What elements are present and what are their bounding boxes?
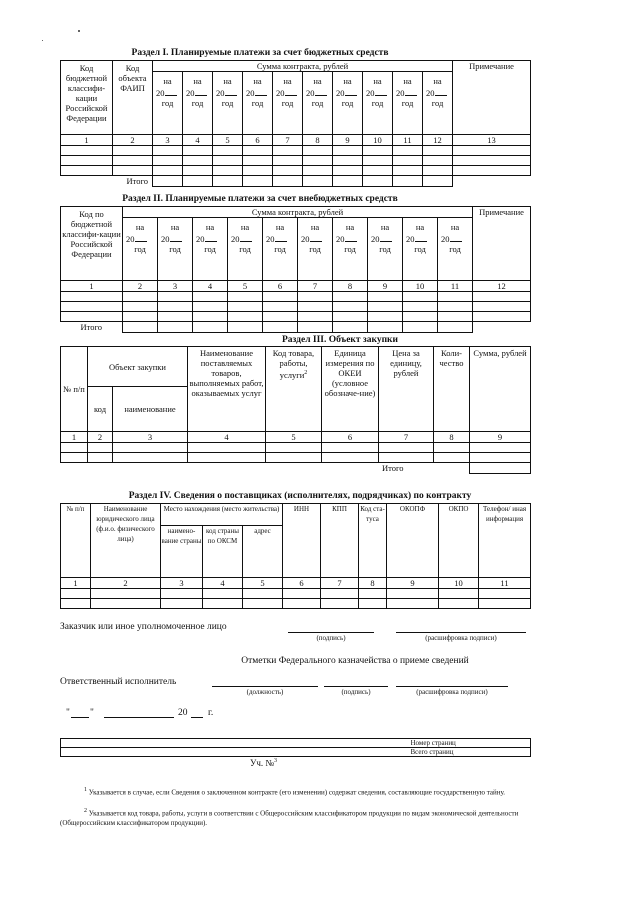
s4-empty-cell[interactable] bbox=[203, 589, 243, 599]
s4-col-num: № п/п bbox=[61, 504, 91, 578]
s1-empty-cell[interactable] bbox=[213, 166, 243, 176]
s3-empty-cell[interactable] bbox=[88, 453, 113, 463]
s1-empty-cell[interactable] bbox=[363, 166, 393, 176]
s4-empty-cell[interactable] bbox=[321, 589, 359, 599]
s2-empty-cell[interactable] bbox=[263, 302, 298, 312]
s3-col-number: 8 bbox=[434, 432, 470, 443]
s2-col-number: 1 bbox=[61, 281, 123, 292]
pages-total-label: Всего страниц bbox=[411, 748, 481, 757]
s3-empty-cell[interactable] bbox=[61, 453, 88, 463]
date-month-blank bbox=[104, 717, 174, 718]
s2-empty-cell[interactable] bbox=[193, 312, 228, 322]
s1-empty-cell[interactable] bbox=[213, 156, 243, 166]
section3-table bbox=[60, 346, 531, 474]
s2-col-number: 6 bbox=[263, 281, 298, 292]
s3-empty-cell[interactable] bbox=[61, 443, 88, 453]
s2-col-number: 5 bbox=[228, 281, 263, 292]
s4-col-number: 7 bbox=[321, 578, 359, 589]
s2-empty-cell[interactable] bbox=[438, 292, 473, 302]
s3-empty-cell[interactable] bbox=[88, 443, 113, 453]
s1-empty-cell[interactable] bbox=[183, 146, 213, 156]
executor-position-line bbox=[212, 686, 318, 687]
s2-empty-cell[interactable] bbox=[158, 302, 193, 312]
s2-empty-cell[interactable] bbox=[158, 312, 193, 322]
s2-empty-cell[interactable] bbox=[438, 302, 473, 312]
s1-empty-cell[interactable] bbox=[423, 156, 453, 166]
s4-empty-cell[interactable] bbox=[387, 599, 439, 609]
s4-col-name: Наименование юридического лица (ф.и.о. физического лица) bbox=[91, 504, 161, 578]
executor-position-caption: (должность) bbox=[246, 688, 284, 696]
s1-empty-cell[interactable] bbox=[423, 166, 453, 176]
section4-title: Раздел IV. Сведения о поставщиках (исполнителях, подрядчиках) по контракту bbox=[128, 491, 472, 501]
s1-year-cell: на 20 год bbox=[243, 72, 273, 135]
s1-empty-cell[interactable] bbox=[153, 156, 183, 166]
s4-empty-cell[interactable] bbox=[359, 589, 387, 599]
s2-empty-cell[interactable] bbox=[61, 312, 123, 322]
s2-empty-cell[interactable] bbox=[228, 302, 263, 312]
s4-col-number: 5 bbox=[243, 578, 283, 589]
s1-col-number: 7 bbox=[273, 135, 303, 146]
s2-empty-cell[interactable] bbox=[158, 292, 193, 302]
s2-year-cell: на 20 год bbox=[438, 218, 473, 281]
s1-year-cell: на 20 год bbox=[153, 72, 183, 135]
s1-col-number: 5 bbox=[213, 135, 243, 146]
s2-empty-cell[interactable] bbox=[123, 312, 158, 322]
s4-empty-row bbox=[61, 599, 531, 609]
s1-col-number: 13 bbox=[453, 135, 531, 146]
s2-col-number: 9 bbox=[368, 281, 403, 292]
treasury-title: Отметки Федерального казначейства о приеме сведений bbox=[241, 656, 469, 666]
s1-year-cell: на 20 год bbox=[303, 72, 333, 135]
s2-empty-cell[interactable] bbox=[333, 302, 368, 312]
customer-decode-caption: (расшифровка подписи) bbox=[425, 634, 497, 642]
s2-total-label: Итого bbox=[80, 322, 102, 332]
customer-sign-line bbox=[288, 632, 374, 633]
s1-empty-cell[interactable] bbox=[273, 146, 303, 156]
s1-empty-cell[interactable] bbox=[363, 156, 393, 166]
scan-speck bbox=[78, 30, 80, 32]
s2-year-cell: на 20 год bbox=[333, 218, 368, 281]
s3-col-number: 3 bbox=[113, 432, 188, 443]
s3-empty-cell[interactable] bbox=[188, 453, 266, 463]
s2-col-note: Примечание bbox=[473, 207, 531, 281]
s1-col-faip: Код объекта ФАИП bbox=[113, 61, 153, 135]
s1-empty-cell[interactable] bbox=[113, 146, 153, 156]
s1-empty-cell[interactable] bbox=[113, 156, 153, 166]
date-line: " " 20 г. bbox=[66, 708, 214, 718]
s4-col-phone: Телефон/ иная информация bbox=[479, 504, 531, 578]
executor-decode-line bbox=[396, 686, 508, 687]
s1-empty-cell[interactable] bbox=[273, 156, 303, 166]
s4-col-okpo: ОКПО bbox=[439, 504, 479, 578]
s3-col-price: Цена за единицу, рублей bbox=[379, 347, 434, 432]
s1-empty-cell[interactable] bbox=[113, 166, 153, 176]
section2-title: Раздел II. Планируемые платежи за счет внебюджетных средств bbox=[122, 194, 398, 204]
s3-empty-cell[interactable] bbox=[113, 453, 188, 463]
s3-empty-cell[interactable] bbox=[379, 443, 434, 453]
s4-empty-cell[interactable] bbox=[161, 599, 203, 609]
executor-decode-caption: (расшифровка подписи) bbox=[416, 688, 488, 696]
s2-empty-cell[interactable] bbox=[123, 292, 158, 302]
date-day-blank bbox=[71, 717, 89, 718]
s2-empty-cell[interactable] bbox=[473, 292, 531, 302]
s3-col-number: 6 bbox=[322, 432, 379, 443]
s1-empty-cell[interactable] bbox=[453, 156, 531, 166]
s4-empty-row bbox=[61, 589, 531, 599]
s2-empty-cell[interactable] bbox=[228, 292, 263, 302]
s4-col-number: 4 bbox=[203, 578, 243, 589]
s3-empty-cell[interactable] bbox=[434, 443, 470, 453]
s4-col-number: 1 bbox=[61, 578, 91, 589]
s3-col-number: 5 bbox=[266, 432, 322, 443]
s3-col-sum: Сумма, рублей bbox=[470, 347, 531, 432]
s2-empty-cell[interactable] bbox=[403, 292, 438, 302]
s2-empty-cell[interactable] bbox=[228, 312, 263, 322]
s3-total-label: Итого bbox=[381, 463, 404, 473]
s4-empty-cell[interactable] bbox=[161, 589, 203, 599]
s1-empty-row bbox=[61, 156, 531, 166]
s3-col-number: 9 bbox=[470, 432, 531, 443]
s4-col-status: Код ста-туса bbox=[359, 504, 387, 578]
section1-title: Раздел I. Планируемые платежи за счет бюджетных средств bbox=[131, 48, 389, 58]
s1-col-number: 2 bbox=[113, 135, 153, 146]
s1-empty-cell[interactable] bbox=[303, 156, 333, 166]
section2-table bbox=[60, 206, 531, 333]
s2-empty-cell[interactable] bbox=[473, 302, 531, 312]
s1-empty-cell[interactable] bbox=[61, 166, 113, 176]
s4-empty-cell[interactable] bbox=[203, 599, 243, 609]
s1-empty-cell[interactable] bbox=[453, 166, 531, 176]
s2-empty-cell[interactable] bbox=[298, 292, 333, 302]
s3-col-code: код bbox=[88, 387, 113, 432]
scan-speck bbox=[42, 40, 43, 41]
s4-empty-cell[interactable] bbox=[479, 589, 531, 599]
s1-col-number: 9 bbox=[333, 135, 363, 146]
s4-col-okopf: ОКОПФ bbox=[387, 504, 439, 578]
s1-year-cell: на 20 год bbox=[213, 72, 243, 135]
s3-col-name: наименование bbox=[113, 387, 188, 432]
s1-empty-cell[interactable] bbox=[303, 166, 333, 176]
s4-col-inn: ИНН bbox=[283, 504, 321, 578]
s4-col-number: 2 bbox=[91, 578, 161, 589]
s3-col-qty: Коли-чество bbox=[434, 347, 470, 432]
s3-col-number: 1 bbox=[61, 432, 88, 443]
s3-empty-cell[interactable] bbox=[266, 443, 322, 453]
s2-col-number: 10 bbox=[403, 281, 438, 292]
executor-label: Ответственный исполнитель bbox=[60, 677, 177, 687]
s2-year-cell: на 20 год bbox=[123, 218, 158, 281]
s2-empty-cell[interactable] bbox=[193, 302, 228, 312]
s1-empty-cell[interactable] bbox=[453, 146, 531, 156]
s1-empty-cell[interactable] bbox=[153, 146, 183, 156]
s1-empty-cell[interactable] bbox=[61, 146, 113, 156]
s2-year-cell: на 20 год bbox=[298, 218, 333, 281]
s2-year-cell: на 20 год bbox=[263, 218, 298, 281]
s1-empty-cell[interactable] bbox=[393, 156, 423, 166]
s2-year-cell: на 20 год bbox=[158, 218, 193, 281]
s2-empty-cell[interactable] bbox=[298, 302, 333, 312]
s2-col-number: 7 bbox=[298, 281, 333, 292]
s1-empty-cell[interactable] bbox=[243, 146, 273, 156]
section1-table bbox=[60, 60, 531, 187]
s4-col-kpp: КПП bbox=[321, 504, 359, 578]
s1-empty-cell[interactable] bbox=[333, 166, 363, 176]
section4-table bbox=[60, 503, 531, 609]
s2-empty-cell[interactable] bbox=[438, 312, 473, 322]
s1-empty-cell[interactable] bbox=[333, 156, 363, 166]
s1-col-number: 8 bbox=[303, 135, 333, 146]
s1-col-number: 3 bbox=[153, 135, 183, 146]
s2-empty-cell[interactable] bbox=[123, 302, 158, 312]
s4-col-location: Место нахождения (место жительства) bbox=[161, 504, 283, 526]
s1-col-number: 6 bbox=[243, 135, 273, 146]
s4-col-number: 11 bbox=[479, 578, 531, 589]
s4-col-address: адрес bbox=[243, 526, 283, 578]
s3-col-num: № п/п bbox=[61, 347, 88, 432]
s1-col-number: 12 bbox=[423, 135, 453, 146]
s4-col-country-code: код страны по ОКСМ bbox=[203, 526, 243, 578]
s4-empty-cell[interactable] bbox=[283, 599, 321, 609]
s1-empty-cell[interactable] bbox=[303, 146, 333, 156]
s2-empty-cell[interactable] bbox=[368, 302, 403, 312]
s3-col-goods-code: Код товара, работы, услуги$^2$ bbox=[266, 347, 322, 432]
s1-col-number: 10 bbox=[363, 135, 393, 146]
s1-empty-row bbox=[61, 146, 531, 156]
s2-empty-cell[interactable] bbox=[403, 302, 438, 312]
s1-total-label: Итого bbox=[126, 176, 148, 186]
s2-empty-cell[interactable] bbox=[193, 292, 228, 302]
section3-title: Раздел III. Объект закупки bbox=[281, 335, 399, 345]
customer-decode-line bbox=[396, 632, 526, 633]
s1-year-cell: на 20 год bbox=[333, 72, 363, 135]
s4-col-number: 3 bbox=[161, 578, 203, 589]
s1-col-sum: Сумма контракта, рублей bbox=[153, 61, 453, 72]
s2-col-number: 11 bbox=[438, 281, 473, 292]
s1-empty-cell[interactable] bbox=[61, 156, 113, 166]
s3-empty-cell[interactable] bbox=[266, 453, 322, 463]
s3-empty-cell[interactable] bbox=[322, 443, 379, 453]
s2-col-sum: Сумма контракта, рублей bbox=[123, 207, 473, 218]
s2-col-kbk: Код по бюджетной классифи-кации Российской Федерации bbox=[61, 207, 123, 281]
account-number: Уч. №$^3$ bbox=[250, 758, 277, 768]
s1-empty-cell[interactable] bbox=[183, 166, 213, 176]
s4-empty-cell[interactable] bbox=[243, 599, 283, 609]
s4-empty-cell[interactable] bbox=[439, 599, 479, 609]
customer-label: Заказчик или иное уполномоченное лицо bbox=[60, 622, 227, 632]
s4-empty-cell[interactable] bbox=[61, 589, 91, 599]
s2-empty-row bbox=[61, 302, 531, 312]
s4-empty-cell[interactable] bbox=[321, 599, 359, 609]
s1-empty-cell[interactable] bbox=[153, 166, 183, 176]
s4-empty-cell[interactable] bbox=[243, 589, 283, 599]
s3-col-number: 4 bbox=[188, 432, 266, 443]
s3-col-unit: Единица измерения по ОКЕИ (условное обозначе-ние) bbox=[322, 347, 379, 432]
s2-empty-cell[interactable] bbox=[403, 312, 438, 322]
footnote-1: $^1$ Указывается в случае, если Сведения о заключенном контракте (его изменении) содержат сведения, составляющие государственную тайну. bbox=[84, 787, 505, 797]
s3-empty-cell[interactable] bbox=[470, 453, 531, 463]
s1-empty-cell[interactable] bbox=[183, 156, 213, 166]
s2-empty-cell[interactable] bbox=[61, 302, 123, 312]
s2-empty-cell[interactable] bbox=[368, 292, 403, 302]
customer-sign-caption: (подпись) bbox=[316, 634, 346, 642]
s2-year-cell: на 20 год bbox=[228, 218, 263, 281]
s1-empty-cell[interactable] bbox=[393, 146, 423, 156]
s2-empty-cell[interactable] bbox=[473, 312, 531, 322]
s3-col-object: Объект закупки bbox=[88, 347, 188, 387]
s2-empty-cell[interactable] bbox=[298, 312, 333, 322]
executor-sign-line bbox=[324, 686, 388, 687]
s2-col-number: 2 bbox=[123, 281, 158, 292]
s1-year-cell: на 20 год bbox=[393, 72, 423, 135]
s1-col-number: 4 bbox=[183, 135, 213, 146]
s4-col-number: 8 bbox=[359, 578, 387, 589]
s1-empty-cell[interactable] bbox=[243, 156, 273, 166]
page-number-label: Номер страниц bbox=[411, 739, 481, 748]
s2-year-cell: на 20 год bbox=[368, 218, 403, 281]
s2-col-number: 3 bbox=[158, 281, 193, 292]
s1-year-cell: на 20 год bbox=[183, 72, 213, 135]
s2-empty-row bbox=[61, 312, 531, 322]
s4-empty-cell[interactable] bbox=[91, 589, 161, 599]
s1-empty-cell[interactable] bbox=[333, 146, 363, 156]
s2-empty-cell[interactable] bbox=[333, 292, 368, 302]
s4-empty-cell[interactable] bbox=[387, 589, 439, 599]
s1-empty-cell[interactable] bbox=[423, 146, 453, 156]
s1-empty-cell[interactable] bbox=[243, 166, 273, 176]
s2-col-number: 8 bbox=[333, 281, 368, 292]
s1-empty-cell[interactable] bbox=[273, 166, 303, 176]
s1-empty-cell[interactable] bbox=[213, 146, 243, 156]
s1-empty-row bbox=[61, 166, 531, 176]
s3-empty-cell[interactable] bbox=[470, 443, 531, 453]
s4-empty-cell[interactable] bbox=[61, 599, 91, 609]
s2-empty-cell[interactable] bbox=[368, 312, 403, 322]
s2-year-cell: на 20 год bbox=[403, 218, 438, 281]
s4-col-number: 6 bbox=[283, 578, 321, 589]
s4-col-number: 9 bbox=[387, 578, 439, 589]
s1-year-cell: на 20 год bbox=[273, 72, 303, 135]
s3-col-number: 2 bbox=[88, 432, 113, 443]
s3-empty-row bbox=[61, 443, 531, 453]
s3-col-goods: Наименование поставляемых товаров, выполняемых работ, оказываемых услуг bbox=[188, 347, 266, 432]
page-counter-table bbox=[60, 738, 531, 757]
s4-empty-cell[interactable] bbox=[439, 589, 479, 599]
s1-year-cell: на 20 год bbox=[423, 72, 453, 135]
s2-empty-cell[interactable] bbox=[333, 312, 368, 322]
s1-col-number: 11 bbox=[393, 135, 423, 146]
s3-empty-cell[interactable] bbox=[379, 453, 434, 463]
s2-empty-cell[interactable] bbox=[263, 292, 298, 302]
s4-col-number: 10 bbox=[439, 578, 479, 589]
s3-empty-cell[interactable] bbox=[113, 443, 188, 453]
executor-sign-caption: (подпись) bbox=[341, 688, 371, 696]
s2-empty-cell[interactable] bbox=[263, 312, 298, 322]
s2-col-number: 12 bbox=[473, 281, 531, 292]
s3-empty-cell[interactable] bbox=[434, 453, 470, 463]
s2-empty-row bbox=[61, 292, 531, 302]
s1-col-number: 1 bbox=[61, 135, 113, 146]
date-year-blank bbox=[191, 717, 203, 718]
s2-col-number: 4 bbox=[193, 281, 228, 292]
s1-empty-cell[interactable] bbox=[363, 146, 393, 156]
s4-empty-cell[interactable] bbox=[359, 599, 387, 609]
s1-col-kbk: Код бюджетной классифи-кации Российской Федерации bbox=[61, 61, 113, 135]
s1-empty-cell[interactable] bbox=[393, 166, 423, 176]
s2-year-cell: на 20 год bbox=[193, 218, 228, 281]
footnote-2: $^2$ Указывается код товара, работы, услуги в соответствии с Общероссийским классификатором продукции по видам экономической деятельности (Общероссийским классификатором продукции). bbox=[60, 808, 519, 828]
s1-col-note: Примечание bbox=[453, 61, 531, 135]
s1-year-cell: на 20 год bbox=[363, 72, 393, 135]
s4-col-country-name: наимено-вание страны bbox=[161, 526, 203, 578]
s3-col-number: 7 bbox=[379, 432, 434, 443]
s3-empty-cell[interactable] bbox=[188, 443, 266, 453]
s2-empty-cell[interactable] bbox=[61, 292, 123, 302]
s3-empty-row bbox=[61, 453, 531, 463]
s3-empty-cell[interactable] bbox=[322, 453, 379, 463]
s4-empty-cell[interactable] bbox=[479, 599, 531, 609]
s4-empty-cell[interactable] bbox=[91, 599, 161, 609]
s4-empty-cell[interactable] bbox=[283, 589, 321, 599]
